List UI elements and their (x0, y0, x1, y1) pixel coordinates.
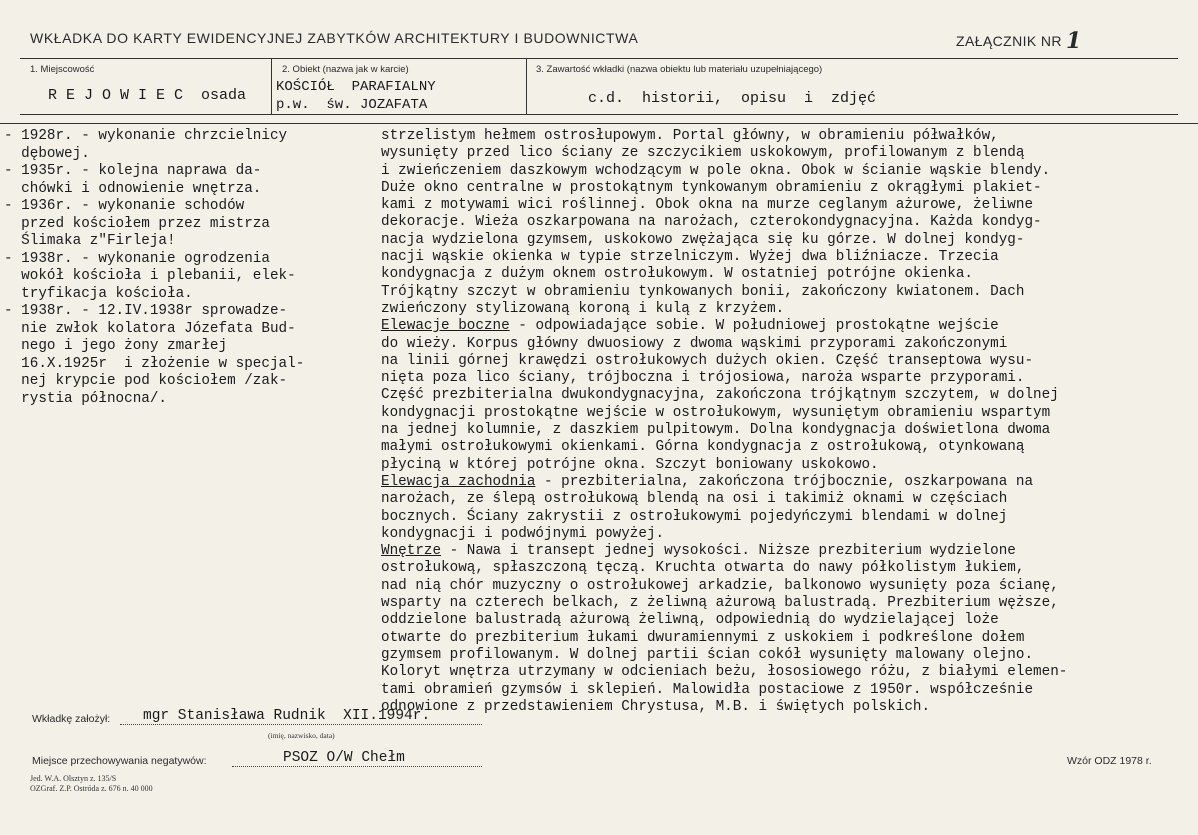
description-line (381, 284, 1181, 301)
description-text: zwieńczony stylizowaną koroną i kulą z krzyżem. (381, 300, 785, 317)
object-label: 2. Obiekt (nazwa jak w karcie) (282, 64, 409, 75)
history-line: nego i jego żony zmarłej (4, 338, 228, 354)
description-text: gzymsem profilowanym. W dolnej partii ścian cokół wysunięty malowany olejno. (381, 646, 1034, 663)
object-value-line2: p.w. św. JOZAFATA (276, 97, 428, 113)
description-line (381, 197, 1181, 214)
description-text: Duże okno centralne w prostokątnym tynkowanym obramieniu z okrągłymi plakiet- (381, 179, 1042, 196)
history-line: - 1938r. - wykonanie ogrodzenia (4, 250, 270, 267)
locality-value: R E J O W I E C osada (48, 87, 247, 104)
description-text: kami z motywami wici roślinnej. Obok okna na murze ceglanym ażurowe, żeliwne (381, 197, 1034, 214)
history-line: - 1935r. - kolejna naprawa da- (4, 163, 262, 179)
description-text: Trójkątny szczyt w obramieniu tynkowanych bonii, zakończony kwiatonem. Dach (381, 283, 1025, 300)
description-line (381, 405, 1181, 422)
description-line (381, 214, 1181, 231)
negatives-dotted-line (232, 766, 482, 767)
author-hint: (imię, nazwisko, data) (268, 731, 335, 740)
description-line (381, 682, 1181, 699)
history-line: tryfikacja kościoła. (4, 285, 193, 302)
description-text: dekoracje. Wieża oszkarpowana na narożach, czterokondygnacyjna. Każda kondyg- (381, 214, 1042, 231)
description-line (381, 249, 1181, 266)
description-text: otwarte do prezbiterium łukami dwuramiennymi z uskokiem i podkreślone dołem (381, 629, 1025, 646)
description-line (381, 647, 1181, 664)
description-text: tami obramień gzymsów i sklepień. Malowidła postaciowe z 1950r. współcześnie (381, 681, 1034, 698)
description-line (381, 630, 1181, 647)
negatives-value: PSOZ O/W Chełm (283, 750, 405, 766)
author-dotted-line (120, 724, 482, 725)
content-label: 3. Zawartość wkładki (nazwa obiektu lub materiału uzupełniającego) (536, 64, 823, 75)
description-line (381, 612, 1181, 629)
description-line (381, 301, 1181, 318)
description-text: - Nawa i transept jednej wysokości. Niższe prezbiterium wydzielone (441, 543, 1016, 560)
description-line (381, 353, 1181, 370)
description-line (381, 128, 1181, 145)
description-text: oddzielone balustradą ażurową żeliwną, odpowiednią do wydzielającej loże (381, 612, 999, 629)
description-line (381, 422, 1181, 439)
locality-label: 1. Miejscowość (30, 64, 95, 75)
description-line (381, 578, 1181, 595)
description-line (381, 145, 1181, 162)
description-text: nacja wydzielona gzymsem, uskokowo zwężająca się ku górze. W dolnej kondyg- (381, 231, 1025, 248)
header-top-rule (20, 58, 1178, 59)
description-line (381, 699, 1181, 716)
description-line (381, 457, 1181, 474)
author-value: mgr Stanisława Rudnik XII.1994r. (143, 708, 431, 724)
history-line: - 1936r. - wykonanie schodów (4, 198, 245, 214)
description-text: do wieży. Korpus główny dwuosiowy z dwoma wąskimi przyporami zakończonymi (381, 335, 1008, 352)
print-info-line2: OZGraf. Z.P. Ostróda z. 676 n. 40 000 (30, 784, 153, 793)
history-line: wokół kościoła i plebanii, elek- (4, 268, 296, 284)
history-line: - 1928r. - wykonanie chrzcielnicy (4, 128, 288, 144)
form-title: WKŁADKA DO KARTY EWIDENCYJNEJ ZABYTKÓW ARCHITEKTURY I BUDOWNICTWA (30, 30, 639, 46)
description-line (381, 560, 1181, 577)
description-text: nięta poza lico ściany, trójboczna i trójosiowa, naroża wsparte przyporami. (381, 370, 1025, 387)
field-divider-1 (271, 58, 272, 114)
description-line (381, 543, 1181, 560)
history-line: nie zwłok kolatora Józefata Bud- (4, 320, 296, 337)
description-line (381, 664, 1181, 681)
description-line (381, 439, 1181, 456)
object-value-line1: KOŚCIÓŁ PARAFIALNY (276, 79, 436, 95)
description-text: kondygnacji i podwójnymi powyżej. (381, 525, 665, 542)
description-line (381, 526, 1181, 543)
description-text: - odpowiadające sobie. W południowej prostokątne wejście (509, 318, 999, 335)
description-text: narożach, ze ślepą ostrołukową blendą na osi i takimiż oknami w częściach (381, 491, 1008, 508)
history-line: dębowej. (4, 145, 90, 162)
description-line (381, 336, 1181, 353)
annex-label-text: ZAŁĄCZNIK NR (956, 33, 1062, 49)
description-text: kondygnacja z dużym oknem ostrołukowym. W ostatniej potrójne okienka. (381, 266, 973, 283)
history-line: chówki i odnowienie wnętrza. (4, 180, 262, 197)
description-column (381, 128, 1181, 716)
section-heading: Elewacja zachodnia (381, 473, 536, 490)
description-text: bocznych. Ściany zakrystii z ostrołukowymi pojedyńczymi blendami w dolnej (381, 508, 1008, 525)
description-line (381, 509, 1181, 526)
description-text: nacji wąskie okienka w typie strzelniczym. Wyżej dwa bliźniacze. Trzecia (381, 249, 999, 266)
description-text: i zwieńczeniem daszkowym wchodzącym w pole okna. Obok w ścianie wąskie blendy. (381, 162, 1051, 179)
description-line (381, 474, 1181, 491)
description-text: ostrołukową, spłaszczoną tęczą. Kruchta otwarta do nawy półkolistym łukiem, (381, 560, 1025, 577)
content-value: c.d. historii, opisu i zdjęć (588, 90, 877, 107)
description-line (381, 266, 1181, 283)
description-text: wysunięty przed lico ściany ze szczycikiem uskokowym, profilowanym z blendą (381, 145, 1025, 162)
description-line (381, 370, 1181, 387)
field-divider-2 (526, 58, 527, 114)
description-text: odnowione z przedstawieniem Chrystusa, M.B. i świętych polskich. (381, 698, 931, 715)
description-line (381, 491, 1181, 508)
annex-number: 1 (1065, 28, 1082, 54)
history-line: nej krypcie pod kościołem /zak- (4, 373, 288, 389)
body-top-rule (0, 123, 1198, 124)
author-label: Wkładkę założył: (32, 713, 111, 725)
description-line (381, 595, 1181, 612)
history-line: - 1938r. - 12.IV.1938r sprowadze- (4, 303, 288, 319)
description-text: strzelistym hełmem ostrosłupowym. Portal główny, w obramieniu półwałków, (381, 128, 999, 144)
history-line: rystia północna/. (4, 390, 168, 407)
description-text: na linii górnej krawędzi ostrołukowych dużych okien. Część transeptowa wysu- (381, 352, 1034, 369)
print-info-line1: Jed. W.A. Olsztyn z. 135/S (30, 774, 117, 783)
description-text: płyciną w której potrójne okna. Szczyt boniowany uskokowo. (381, 456, 879, 473)
description-text: - prezbiterialna, zakończona trójbocznie, oszkarpowana na (535, 473, 1034, 490)
section-heading: Elewacje boczne (381, 318, 510, 335)
description-text: kondygnacji prostokątne wejście w ostrołukowym, wysuniętym obramieniu wspartym (381, 404, 1051, 421)
history-column (4, 128, 376, 408)
annex-label (956, 26, 1082, 52)
history-line: 16.X.1925r i złożenie w specjal- (4, 355, 305, 372)
description-text: małymi ostrołukowymi okienkami. Górna kondygnacja z ostrołukową, otynkowaną (381, 439, 1025, 456)
description-line (381, 163, 1181, 180)
description-text: nad nią chór muzyczny o ostrołukowej arkadzie, balkonowo wysunięty poza ścianę, (381, 577, 1059, 594)
description-text: Koloryt wnętrza utrzymany w odcieniach beżu, łososiowego różu, z białymi elemen- (381, 664, 1068, 681)
description-text: Część prezbiterialna dwukondygnacyjna, zakończona trójkątnym szczytem, w dolnej (381, 387, 1059, 404)
history-line: Ślimaka z"Firleja! (4, 233, 176, 249)
description-line (381, 387, 1181, 404)
description-text: wsparty na czterech belkach, z żeliwną ażurową balustradą. Prezbiterium węższe, (381, 595, 1059, 612)
header-bottom-rule (20, 114, 1178, 115)
negatives-label: Miejsce przechowywania negatywów: (32, 755, 207, 767)
description-line (381, 180, 1181, 197)
description-line (381, 232, 1181, 249)
description-line (381, 318, 1181, 335)
description-text: na jednej kolumnie, z daszkiem pulpitowym. Dolna kondygnacja doświetlona dwoma (381, 422, 1051, 439)
form-pattern: Wzór ODZ 1978 r. (1067, 755, 1152, 767)
section-heading: Wnętrze (381, 543, 442, 560)
history-line: przed kościołem przez mistrza (4, 215, 270, 232)
